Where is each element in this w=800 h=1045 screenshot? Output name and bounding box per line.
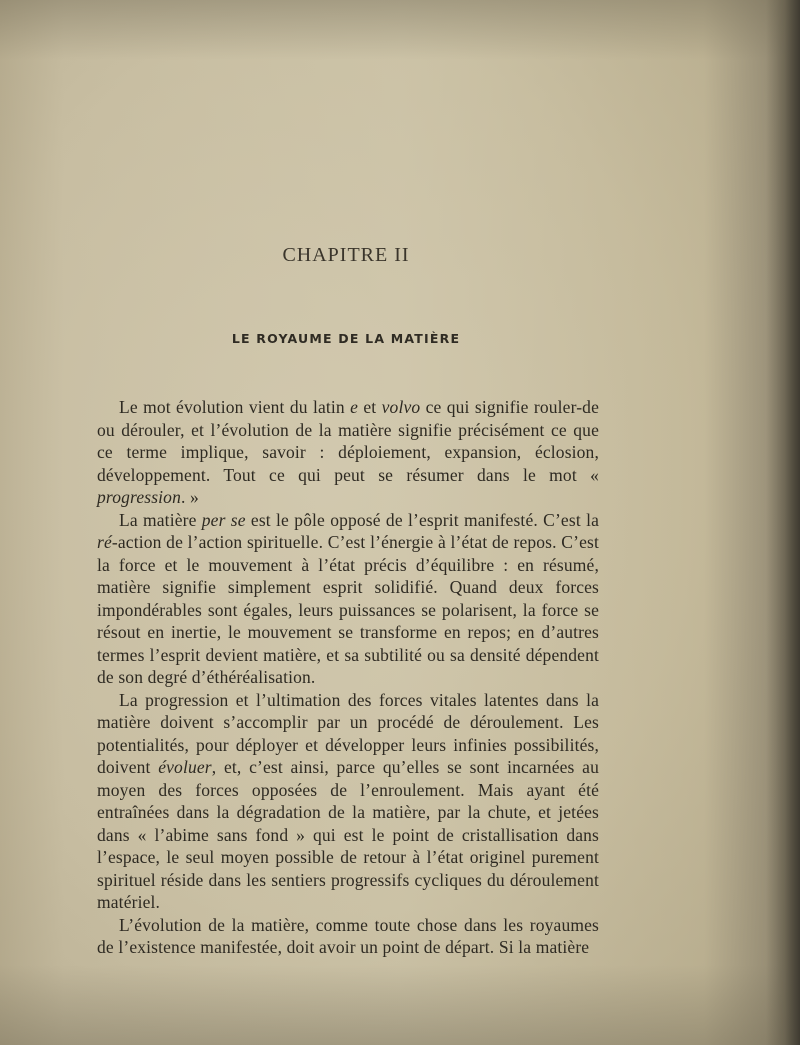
text-run: et <box>358 397 382 417</box>
text-run: . » <box>180 487 199 507</box>
text-run: La progression et l’ultimation des forces vitales latentes dans la matière doivent s’accomplir par un procédé de déroulement. Les potentialités, pour déployer et développer leurs infinies possibilités, doivent <box>97 689 599 777</box>
italic-text: ré <box>97 532 112 552</box>
italic-text: évoluer <box>158 757 212 777</box>
text-run: L’évolution de la matière, comme toute chose dans les royaumes de l’existence manifestée, doit avoir un point de départ. Si la matière <box>97 914 599 957</box>
paragraph <box>97 914 599 959</box>
paragraph <box>97 689 599 914</box>
page-shadow-top <box>0 0 800 60</box>
page-shadow-bottom <box>0 965 800 1045</box>
chapter-heading: CHAPITRE II <box>282 244 410 266</box>
text-run: ce qui signifie rouler-de ou dérouler, et l’évolution de la matière signifie précisément ce que ce terme implique, savoir : déploiement, expansion, éclosion, développement. Tout ce qui peut se résumer dans le mot « <box>97 397 599 485</box>
text-run: est le pôle opposé de l’esprit manifesté. C’est la <box>245 509 599 530</box>
page-binding-edge <box>766 0 800 1045</box>
italic-text: progression <box>97 487 181 507</box>
text-run: -action de l’action spirituelle. C’est l’énergie à l’état de repos. C’est la force et le mouvement à l’état précis d’équilibre : en résumé, matière signifie simplement esprit solidifié. Quand deux forces impondérables sont égales, leurs puissances se polarisent, la force se résout en inertie, le mouvement se transforme en repos; en d’autres termes l’esprit devient matière, et sa subtilité ou sa densité dépendent de son degré d’éthéréalisation. <box>97 532 599 687</box>
body-text <box>97 396 599 959</box>
paragraph <box>97 509 599 689</box>
text-run: Le mot évolution vient du latin <box>119 397 351 417</box>
text-run: La matière <box>119 509 202 530</box>
italic-text: e <box>350 397 359 417</box>
italic-text: volvo <box>381 397 421 417</box>
text-run: , et, c’est ainsi, parce qu’elles se sont incarnées au moyen des forces opposées de l’enroulement. Mais ayant été entraînées dans la dégradation de la matière, par la chute, et jetées dans « l’abime sans fond » qui est le point de cristallisation dans l’espace, le seul moyen possible de retour à l’état originel purement spirituel réside dans les sentiers progressifs cycliques du déroulement matériel. <box>97 757 599 912</box>
paragraph <box>97 396 599 509</box>
italic-text: per se <box>201 509 246 530</box>
chapter-title: LE ROYAUME DE LA MATIÈRE <box>231 331 461 346</box>
